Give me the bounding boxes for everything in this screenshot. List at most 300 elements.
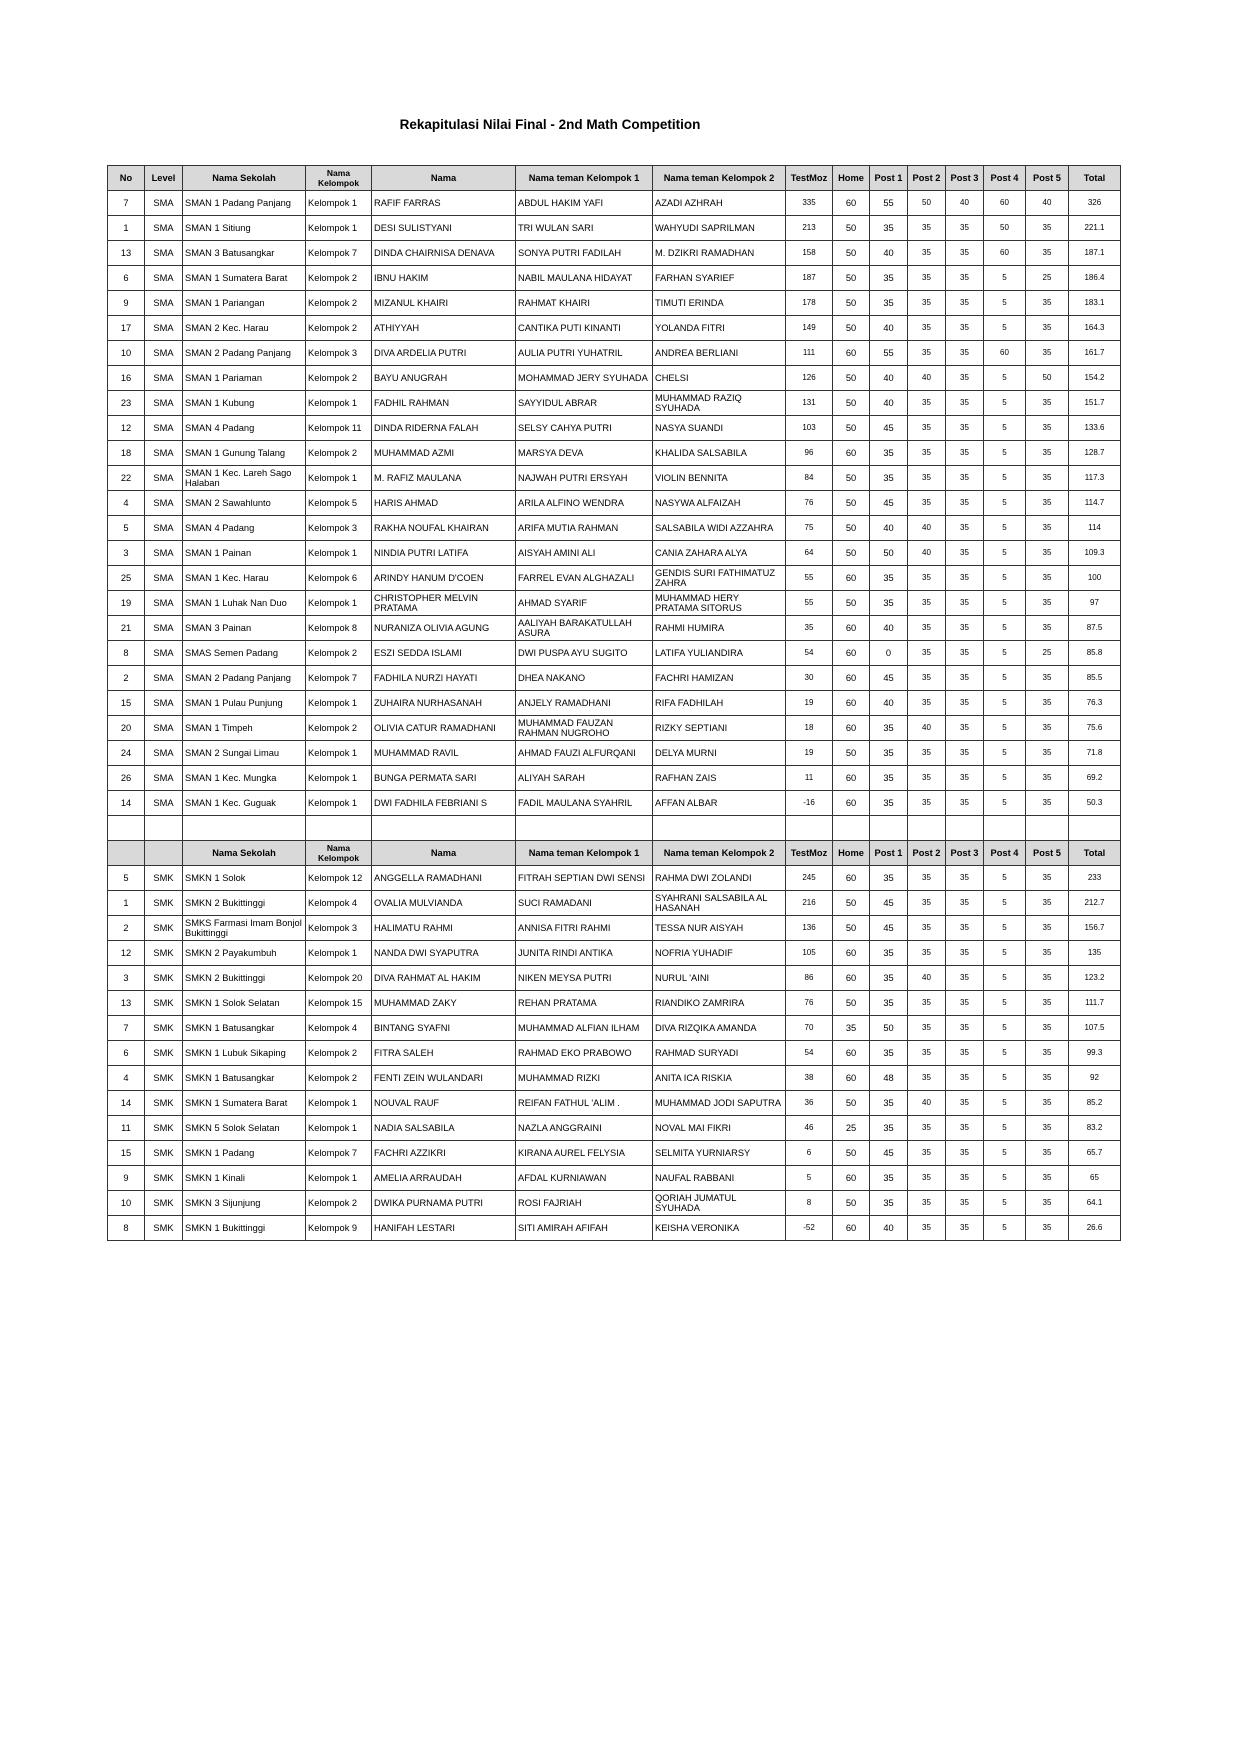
cell-teman-1: RAHMAD EKO PRABOWO	[516, 1041, 653, 1066]
header-teman-2: Nama teman Kelompok 2	[653, 166, 786, 191]
cell-post-3: 35	[946, 216, 984, 241]
cell-teman-2: FARHAN SYARIEF	[653, 266, 786, 291]
cell-no: 15	[108, 691, 145, 716]
cell-no: 25	[108, 566, 145, 591]
cell-testmoz: 103	[786, 416, 833, 441]
cell-total: 75.6	[1069, 716, 1121, 741]
cell-teman-2: AZADI AZHRAH	[653, 191, 786, 216]
cell-nama-kelompok: Kelompok 4	[306, 891, 372, 916]
cell-nama: FITRA SALEH	[372, 1041, 516, 1066]
cell-level: SMK	[145, 1166, 183, 1191]
cell-post-3: 35	[946, 966, 984, 991]
cell-testmoz: -16	[786, 791, 833, 816]
cell-post-3: 35	[946, 891, 984, 916]
cell-testmoz: 30	[786, 666, 833, 691]
cell-level: SMA	[145, 541, 183, 566]
cell-level: SMK	[145, 1066, 183, 1091]
cell-teman-2: RAFHAN ZAIS	[653, 766, 786, 791]
cell-no: 5	[108, 866, 145, 891]
cell-post-4: 50	[984, 216, 1026, 241]
cell-home: 25	[833, 1116, 870, 1141]
cell-post-1: 0	[870, 641, 908, 666]
cell-no: 20	[108, 716, 145, 741]
cell-post-5: 35	[1026, 1016, 1069, 1041]
cell-testmoz: 187	[786, 266, 833, 291]
cell-nama: NINDIA PUTRI LATIFA	[372, 541, 516, 566]
cell-total: 151.7	[1069, 391, 1121, 416]
cell-no: 2	[108, 666, 145, 691]
cell-total: 85.8	[1069, 641, 1121, 666]
cell-post-5: 35	[1026, 691, 1069, 716]
header-post-3: Post 3	[946, 166, 984, 191]
cell-no: 17	[108, 316, 145, 341]
cell-level: SMA	[145, 441, 183, 466]
cell-teman-1: ROSI FAJRIAH	[516, 1191, 653, 1216]
cell-no: 16	[108, 366, 145, 391]
cell-total: 99.3	[1069, 1041, 1121, 1066]
cell-nama-sekolah: SMKN 2 Payakumbuh	[183, 941, 306, 966]
cell-post-3: 35	[946, 941, 984, 966]
cell-no: 13	[108, 991, 145, 1016]
cell-nama-kelompok: Kelompok 3	[306, 916, 372, 941]
cell-post-1: 40	[870, 316, 908, 341]
cell-testmoz: 158	[786, 241, 833, 266]
cell-no: 22	[108, 466, 145, 491]
cell-post-1: 50	[870, 541, 908, 566]
cell-nama-sekolah: SMKN 1 Sumatera Barat	[183, 1091, 306, 1116]
cell-post-5: 35	[1026, 441, 1069, 466]
cell-nama: ANGGELLA RAMADHANI	[372, 866, 516, 891]
cell-teman-2: NOFRIA YUHADIF	[653, 941, 786, 966]
cell-nama-kelompok: Kelompok 1	[306, 216, 372, 241]
cell-nama: HANIFAH LESTARI	[372, 1216, 516, 1241]
cell-post-3: 35	[946, 641, 984, 666]
cell-nama-sekolah: SMAN 1 Gunung Talang	[183, 441, 306, 466]
table-row	[108, 441, 1121, 466]
cell-nama-sekolah: SMAN 1 Padang Panjang	[183, 191, 306, 216]
cell-total: 187.1	[1069, 241, 1121, 266]
cell-total: 183.1	[1069, 291, 1121, 316]
cell-level: SMK	[145, 1191, 183, 1216]
cell-nama-sekolah: SMAN 3 Batusangkar	[183, 241, 306, 266]
cell-post-5: 35	[1026, 1166, 1069, 1191]
cell-testmoz: 36	[786, 1091, 833, 1116]
cell-post-1: 35	[870, 791, 908, 816]
cell-no: 5	[108, 516, 145, 541]
cell-total: 123.2	[1069, 966, 1121, 991]
cell-nama-kelompok: Kelompok 2	[306, 1191, 372, 1216]
cell-nama-sekolah: SMAN 1 Painan	[183, 541, 306, 566]
cell-total: 71.8	[1069, 741, 1121, 766]
cell-post-3: 35	[946, 491, 984, 516]
cell-post-3: 35	[946, 391, 984, 416]
cell-no: 24	[108, 741, 145, 766]
cell-home: 60	[833, 1166, 870, 1191]
cell-post-2: 35	[908, 241, 946, 266]
cell-teman-1: AISYAH AMINI ALI	[516, 541, 653, 566]
header-post-2: Post 2	[908, 166, 946, 191]
table-row	[108, 741, 1121, 766]
cell-home: 50	[833, 391, 870, 416]
cell-post-2: 35	[908, 291, 946, 316]
cell-post-3: 35	[946, 566, 984, 591]
cell-post-1: 55	[870, 341, 908, 366]
cell-teman-1: SONYA PUTRI FADILAH	[516, 241, 653, 266]
cell-post-2: 35	[908, 916, 946, 941]
cell-post-5: 35	[1026, 866, 1069, 891]
cell-post-1: 35	[870, 716, 908, 741]
cell-nama-sekolah: SMAN 1 Luhak Nan Duo	[183, 591, 306, 616]
cell-post-3: 35	[946, 741, 984, 766]
cell-total: 164.3	[1069, 316, 1121, 341]
cell-post-4: 5	[984, 716, 1026, 741]
cell-nama-sekolah: SMAS Semen Padang	[183, 641, 306, 666]
cell-level: SMA	[145, 241, 183, 266]
cell-level: SMK	[145, 966, 183, 991]
table-row	[108, 466, 1121, 491]
cell-nama-kelompok: Kelompok 6	[306, 566, 372, 591]
table-row	[108, 266, 1121, 291]
cell-teman-2: NASYA SUANDI	[653, 416, 786, 441]
cell-post-2: 35	[908, 466, 946, 491]
cell-total: 85.2	[1069, 1091, 1121, 1116]
cell-total: 65.7	[1069, 1141, 1121, 1166]
cell-teman-2: AFFAN ALBAR	[653, 791, 786, 816]
cell-post-1: 50	[870, 1016, 908, 1041]
header-no	[108, 841, 145, 866]
cell-testmoz: 8	[786, 1191, 833, 1216]
cell-testmoz: 105	[786, 941, 833, 966]
cell-level: SMA	[145, 416, 183, 441]
cell-total: 100	[1069, 566, 1121, 591]
cell-no: 12	[108, 416, 145, 441]
cell-nama-kelompok: Kelompok 3	[306, 341, 372, 366]
cell-nama-sekolah: SMAN 1 Timpeh	[183, 716, 306, 741]
cell-nama-sekolah: SMAN 1 Sitiung	[183, 216, 306, 241]
cell-post-3: 35	[946, 1191, 984, 1216]
cell-post-2: 35	[908, 341, 946, 366]
cell-post-4: 5	[984, 966, 1026, 991]
empty-cell	[833, 816, 870, 841]
empty-cell	[908, 816, 946, 841]
header-home: Home	[833, 841, 870, 866]
cell-home: 50	[833, 916, 870, 941]
table-row	[108, 1141, 1121, 1166]
cell-no: 19	[108, 591, 145, 616]
table-row	[108, 516, 1121, 541]
cell-nama-kelompok: Kelompok 20	[306, 966, 372, 991]
cell-nama-sekolah: SMAN 2 Padang Panjang	[183, 341, 306, 366]
cell-nama-kelompok: Kelompok 2	[306, 441, 372, 466]
cell-home: 60	[833, 866, 870, 891]
cell-nama: MUHAMMAD RAVIL	[372, 741, 516, 766]
cell-level: SMA	[145, 491, 183, 516]
cell-testmoz: 55	[786, 591, 833, 616]
cell-nama: ATHIYYAH	[372, 316, 516, 341]
cell-post-2: 35	[908, 641, 946, 666]
cell-testmoz: 84	[786, 466, 833, 491]
cell-testmoz: 75	[786, 516, 833, 541]
cell-home: 50	[833, 216, 870, 241]
cell-post-3: 35	[946, 691, 984, 716]
cell-testmoz: 35	[786, 616, 833, 641]
cell-nama-kelompok: Kelompok 2	[306, 1066, 372, 1091]
cell-level: SMA	[145, 466, 183, 491]
cell-post-2: 35	[908, 491, 946, 516]
cell-post-5: 35	[1026, 541, 1069, 566]
cell-testmoz: 96	[786, 441, 833, 466]
cell-nama-sekolah: SMAN 1 Kec. Harau	[183, 566, 306, 591]
cell-level: SMK	[145, 1141, 183, 1166]
header-no: No	[108, 166, 145, 191]
table-row	[108, 591, 1121, 616]
header-post-5: Post 5	[1026, 841, 1069, 866]
cell-post-5: 50	[1026, 366, 1069, 391]
cell-post-4: 5	[984, 691, 1026, 716]
empty-cell	[108, 816, 145, 841]
cell-no: 10	[108, 1191, 145, 1216]
header-post-1: Post 1	[870, 166, 908, 191]
cell-post-2: 35	[908, 1066, 946, 1091]
cell-nama: NANDA DWI SYAPUTRA	[372, 941, 516, 966]
cell-post-5: 35	[1026, 1191, 1069, 1216]
cell-home: 50	[833, 1141, 870, 1166]
cell-post-3: 35	[946, 991, 984, 1016]
cell-teman-2: NAUFAL RABBANI	[653, 1166, 786, 1191]
cell-home: 50	[833, 416, 870, 441]
cell-home: 60	[833, 1041, 870, 1066]
cell-level: SMK	[145, 1116, 183, 1141]
cell-teman-1: FADIL MAULANA SYAHRIL	[516, 791, 653, 816]
cell-post-3: 35	[946, 791, 984, 816]
cell-teman-1: SUCI RAMADANI	[516, 891, 653, 916]
header-teman-1: Nama teman Kelompok 1	[516, 841, 653, 866]
cell-nama: BUNGA PERMATA SARI	[372, 766, 516, 791]
cell-nama-kelompok: Kelompok 2	[306, 716, 372, 741]
cell-home: 50	[833, 891, 870, 916]
cell-home: 60	[833, 191, 870, 216]
cell-home: 60	[833, 791, 870, 816]
cell-post-2: 35	[908, 566, 946, 591]
cell-post-4: 5	[984, 941, 1026, 966]
cell-teman-2: NURUL 'AINI	[653, 966, 786, 991]
cell-no: 3	[108, 541, 145, 566]
cell-teman-2: DELYA MURNI	[653, 741, 786, 766]
cell-teman-2: WAHYUDI SAPRILMAN	[653, 216, 786, 241]
cell-nama-kelompok: Kelompok 15	[306, 991, 372, 1016]
empty-cell	[786, 816, 833, 841]
cell-post-4: 5	[984, 416, 1026, 441]
cell-nama-sekolah: SMKN 1 Batusangkar	[183, 1066, 306, 1091]
cell-post-1: 55	[870, 191, 908, 216]
cell-nama: AMELIA ARRAUDAH	[372, 1166, 516, 1191]
cell-post-3: 35	[946, 416, 984, 441]
cell-no: 3	[108, 966, 145, 991]
table-row	[108, 716, 1121, 741]
cell-post-2: 35	[908, 266, 946, 291]
header-level	[145, 841, 183, 866]
cell-post-1: 35	[870, 766, 908, 791]
cell-home: 60	[833, 666, 870, 691]
header-teman-2: Nama teman Kelompok 2	[653, 841, 786, 866]
cell-nama: NURANIZA OLIVIA AGUNG	[372, 616, 516, 641]
cell-level: SMA	[145, 641, 183, 666]
cell-testmoz: 18	[786, 716, 833, 741]
cell-teman-2: VIOLIN BENNITA	[653, 466, 786, 491]
cell-teman-2: DIVA RIZQIKA AMANDA	[653, 1016, 786, 1041]
cell-nama: CHRISTOPHER MELVIN PRATAMA	[372, 591, 516, 616]
cell-post-2: 35	[908, 1041, 946, 1066]
cell-level: SMA	[145, 616, 183, 641]
cell-home: 50	[833, 241, 870, 266]
cell-post-4: 5	[984, 366, 1026, 391]
cell-total: 109.3	[1069, 541, 1121, 566]
cell-no: 8	[108, 641, 145, 666]
cell-post-1: 40	[870, 691, 908, 716]
cell-nama-sekolah: SMAN 2 Sungai Limau	[183, 741, 306, 766]
cell-total: 97	[1069, 591, 1121, 616]
cell-post-2: 35	[908, 991, 946, 1016]
cell-post-2: 35	[908, 666, 946, 691]
header-testmoz: TestMoz	[786, 841, 833, 866]
cell-post-1: 45	[870, 891, 908, 916]
cell-home: 60	[833, 1216, 870, 1241]
cell-post-3: 35	[946, 466, 984, 491]
cell-nama: ESZI SEDDA ISLAMI	[372, 641, 516, 666]
table-row	[108, 216, 1121, 241]
cell-testmoz: 64	[786, 541, 833, 566]
cell-nama-kelompok: Kelompok 1	[306, 541, 372, 566]
empty-cell	[145, 816, 183, 841]
cell-no: 14	[108, 1091, 145, 1116]
header-nama: Nama	[372, 841, 516, 866]
cell-nama-sekolah: SMAN 1 Pariangan	[183, 291, 306, 316]
cell-nama: FADHILA NURZI HAYATI	[372, 666, 516, 691]
cell-level: SMA	[145, 341, 183, 366]
cell-post-1: 40	[870, 1216, 908, 1241]
cell-no: 4	[108, 1066, 145, 1091]
cell-post-1: 35	[870, 1116, 908, 1141]
cell-total: 133.6	[1069, 416, 1121, 441]
cell-post-2: 40	[908, 966, 946, 991]
cell-post-4: 5	[984, 466, 1026, 491]
cell-post-4: 5	[984, 591, 1026, 616]
cell-testmoz: 126	[786, 366, 833, 391]
cell-post-2: 35	[908, 391, 946, 416]
cell-testmoz: 245	[786, 866, 833, 891]
cell-home: 50	[833, 466, 870, 491]
empty-cell	[372, 816, 516, 841]
cell-teman-1: ABDUL HAKIM YAFI	[516, 191, 653, 216]
cell-post-4: 5	[984, 766, 1026, 791]
cell-total: 233	[1069, 866, 1121, 891]
cell-teman-1: MUHAMMAD RIZKI	[516, 1066, 653, 1091]
table-row	[108, 791, 1121, 816]
header-home: Home	[833, 166, 870, 191]
cell-teman-2: MUHAMMAD RAZIQ SYUHADA	[653, 391, 786, 416]
cell-post-4: 5	[984, 1091, 1026, 1116]
cell-nama-kelompok: Kelompok 7	[306, 666, 372, 691]
cell-nama-kelompok: Kelompok 1	[306, 791, 372, 816]
cell-post-5: 35	[1026, 491, 1069, 516]
table-row	[108, 191, 1121, 216]
cell-nama: OLIVIA CATUR RAMADHANI	[372, 716, 516, 741]
cell-post-2: 35	[908, 766, 946, 791]
cell-post-5: 35	[1026, 591, 1069, 616]
cell-post-2: 35	[908, 441, 946, 466]
cell-nama: DESI SULISTYANI	[372, 216, 516, 241]
cell-no: 7	[108, 191, 145, 216]
cell-no: 1	[108, 216, 145, 241]
cell-post-4: 5	[984, 516, 1026, 541]
table-row	[108, 566, 1121, 591]
cell-home: 50	[833, 1191, 870, 1216]
cell-level: SMA	[145, 566, 183, 591]
cell-post-1: 35	[870, 466, 908, 491]
table-row	[108, 891, 1121, 916]
cell-post-1: 35	[870, 216, 908, 241]
cell-no: 9	[108, 1166, 145, 1191]
cell-teman-2: RAHMAD SURYADI	[653, 1041, 786, 1066]
cell-total: 128.7	[1069, 441, 1121, 466]
cell-total: 92	[1069, 1066, 1121, 1091]
cell-nama: OVALIA MULVIANDA	[372, 891, 516, 916]
table-row	[108, 766, 1121, 791]
cell-nama: RAFIF FARRAS	[372, 191, 516, 216]
cell-total: 64.1	[1069, 1191, 1121, 1216]
table-row	[108, 866, 1121, 891]
cell-home: 60	[833, 716, 870, 741]
cell-post-5: 35	[1026, 616, 1069, 641]
cell-teman-2: KHALIDA SALSABILA	[653, 441, 786, 466]
cell-teman-2: RIFA FADHILAH	[653, 691, 786, 716]
cell-nama-kelompok: Kelompok 2	[306, 316, 372, 341]
cell-post-5: 35	[1026, 916, 1069, 941]
cell-post-2: 35	[908, 891, 946, 916]
cell-teman-1: AALIYAH BARAKATULLAH ASURA	[516, 616, 653, 641]
cell-post-1: 40	[870, 616, 908, 641]
empty-cell	[984, 816, 1026, 841]
cell-total: 186.4	[1069, 266, 1121, 291]
cell-teman-1: DWI PUSPA AYU SUGITO	[516, 641, 653, 666]
cell-nama-kelompok: Kelompok 1	[306, 466, 372, 491]
cell-testmoz: 178	[786, 291, 833, 316]
cell-post-1: 35	[870, 291, 908, 316]
cell-post-4: 5	[984, 641, 1026, 666]
cell-nama-sekolah: SMKN 1 Solok Selatan	[183, 991, 306, 1016]
cell-post-3: 35	[946, 341, 984, 366]
cell-post-2: 35	[908, 1116, 946, 1141]
cell-teman-2: ANITA ICA RISKIA	[653, 1066, 786, 1091]
cell-nama-kelompok: Kelompok 2	[306, 366, 372, 391]
cell-post-5: 35	[1026, 1041, 1069, 1066]
cell-post-2: 35	[908, 1191, 946, 1216]
cell-post-1: 35	[870, 566, 908, 591]
table-row	[108, 341, 1121, 366]
cell-nama-sekolah: SMAN 3 Painan	[183, 616, 306, 641]
cell-post-5: 25	[1026, 266, 1069, 291]
table-row	[108, 1066, 1121, 1091]
cell-post-5: 25	[1026, 641, 1069, 666]
cell-nama: MUHAMMAD AZMI	[372, 441, 516, 466]
cell-total: 326	[1069, 191, 1121, 216]
cell-total: 212.7	[1069, 891, 1121, 916]
cell-home: 50	[833, 491, 870, 516]
cell-no: 4	[108, 491, 145, 516]
cell-home: 60	[833, 341, 870, 366]
cell-post-5: 35	[1026, 941, 1069, 966]
cell-no: 26	[108, 766, 145, 791]
